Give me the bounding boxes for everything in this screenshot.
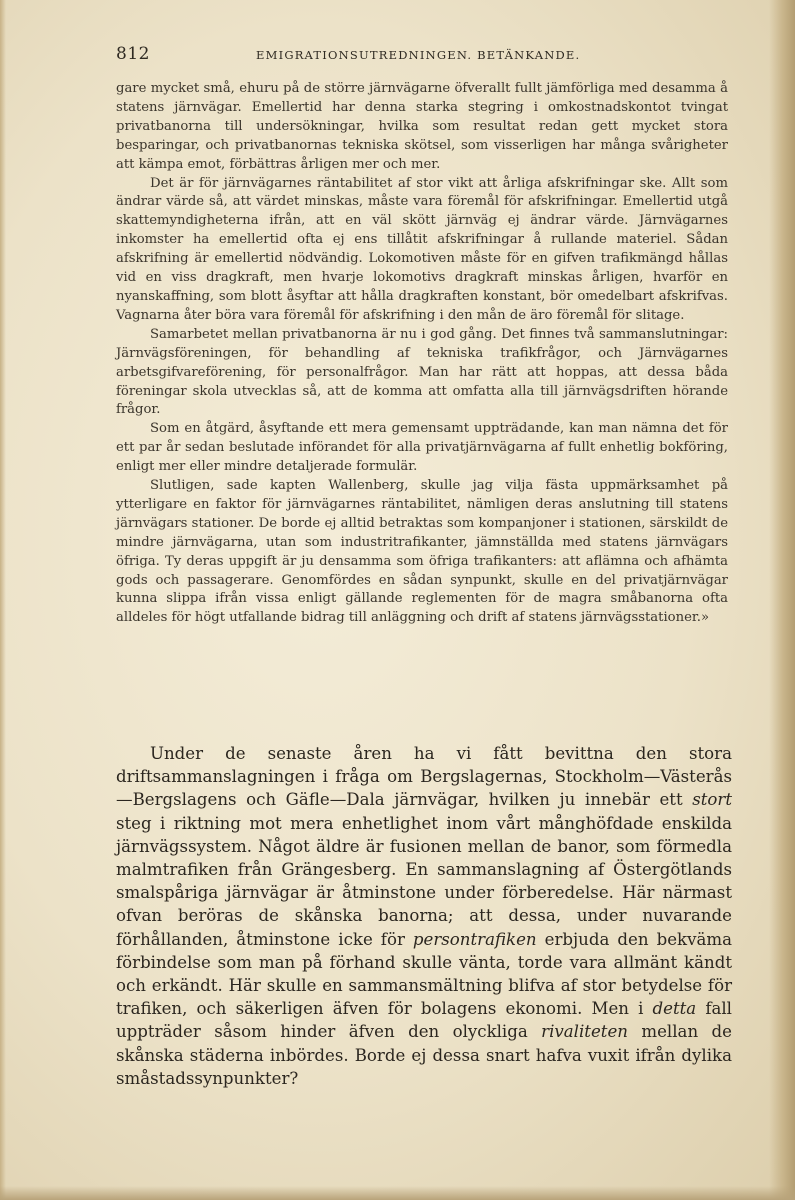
running-title: EMIGRATIONSUTREDNINGEN. BETÄNKANDE. — [256, 48, 581, 62]
main-paragraph — [116, 742, 732, 1090]
page-gutter-shadow — [769, 0, 795, 1200]
quote-paragraph: gare mycket små, ehuru på de större järnvägarne öfverallt fullt jämförliga med desamma å statens järnvägar. Emellertid har denna starka stegring i omkostnadskontot tvingat privatbanorna till undersökningar, hvilka som resultat redan gett mycket stora besparingar, och privatbanornas tekniska skötsel, som visserligen har många svårigheter att kämpa emot, förbättras årligen mer och mer. — [116, 81, 728, 172]
quoted-text-block — [116, 80, 728, 628]
main-text-run: fall uppträder såsom hinder äfven den olyckliga — [116, 999, 732, 1042]
main-text-run: Under de senaste åren ha vi fått bevittna den stora driftsammanslagningen i fråga om Bergslagernas, Stockholm—Västerås—Bergslagens och Gäfle—Dala järnvägar, hvilken ju innebär ett — [116, 744, 732, 810]
italic-word: stort — [692, 790, 732, 810]
page-left-edge — [0, 0, 6, 1200]
quote-paragraph: Som en åtgärd, åsyftande ett mera gemensamt uppträdande, kan man nämna det för ett par år sedan beslutade införandet för alla privatjärnvägarna af fullt enhetlig bokföring, enligt mer eller mindre detaljerade formulär. — [116, 421, 728, 475]
main-text-block — [116, 742, 732, 1090]
main-text-run: steg i riktning mot mera enhetlighet inom vårt månghöfdade enskilda järnvägssystem. Något äldre är fusionen mellan de banor, som förmedla malmtrafiken från Grängesberg. En sammanslagning af Östergötlands smalspåriga järnvägar är åtminstone under förberedelse. Här närmast ofvan beröras de skånska banorna; att dessa, under nuvarande förhållanden, åtminstone icke för — [116, 813, 732, 949]
quote-paragraph: Det är för järnvägarnes räntabilitet af stor vikt att årliga afskrifningar ske. Allt som ändrar värde så, att värdet minskas, måste vara föremål för afskrifningar. Emellertid utgå skattemyndigheterna ifrån, att en väl skött järnväg ej ändrar värde. Järnvägarnes inkomster ha emellertid ofta ej ens tillåtit afskrifningar å rullande materiel. Sådan afskrifning är emellertid nödvändig. Lokomotiven måste för en gifven trafikmängd hållas vid en viss dragkraft, men hvarje lokomotivs dragkraft minskas årligen, hvarför en nyanskaffning, som blott åsyftar att hålla dragkraften konstant, bör omedelbart afskrifvas. Vagnarna åter böra vara föremål för afskrifning i den mån de äro föremål för slitage. — [116, 175, 728, 323]
quote-paragraph: Slutligen, sade kapten Wallenberg, skulle jag vilja fästa uppmärksamhet på ytterligare en faktor för järnvägarnes räntabilitet, nämligen deras anslutning till statens järnvägars stationer. De borde ej alltid betraktas som kompanjoner i stationen, särskildt de mindre järnvägarna, utan som industritrafikanter, jämnställda med statens järnvägars öfriga. Ty deras uppgift är ju densamma som öfriga trafikanters: att aflämna och afhämta gods och passagerare. Genomfördes en sådan synpunkt, skulle en del privatjärnvägar kunna slippa ifrån vissa enligt gällande reglementen för de magra småbanorna ofta alldeles för högt utfallande bidrag till anläggning och drift af statens järnvägsstationer.» — [116, 478, 728, 626]
italic-word: rivaliteten — [541, 1022, 628, 1042]
page-number: 812 — [116, 44, 150, 64]
main-text-run: mellan de skånska städerna inbördes. Borde ej dessa snart hafva vuxit ifrån dylika småstadssynpunkter? — [116, 1022, 732, 1088]
main-text-run: erbjuda den bekväma förbindelse som man på förhand skulle vänta, torde vara allmänt kändt och erkändt. Här skulle en sammansmältning blifva af stor betydelse för trafiken, och säkerligen äfven för bolagens ekonomi. Men i — [116, 929, 732, 1019]
quote-paragraph: Samarbetet mellan privatbanorna är nu i god gång. Det finnes två sammanslutningar: Järnvägsföreningen, för behandling af tekniska trafikfrågor, och Järnvägarnes arbetsgifvareförening, för personalfrågor. Man har rätt att hoppas, att dessa båda föreningar skola utvecklas så, att de komma att omfatta alla till järnvägsdriften hörande frågor. — [116, 326, 728, 418]
italic-word: detta — [652, 999, 697, 1019]
running-head — [116, 44, 736, 68]
page-bottom-edge — [0, 1186, 795, 1200]
italic-word: persontrafiken — [412, 929, 537, 949]
